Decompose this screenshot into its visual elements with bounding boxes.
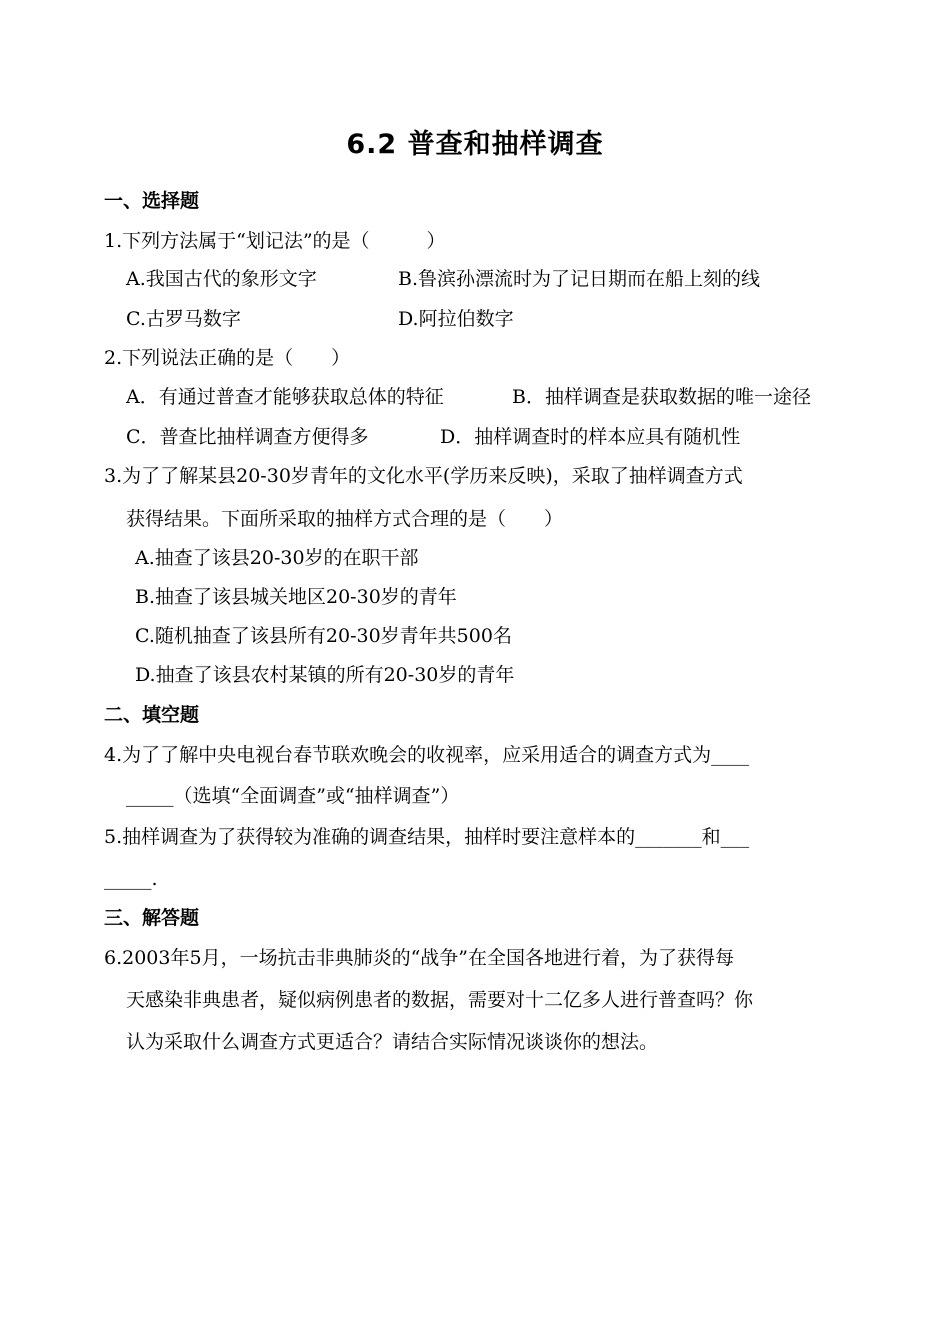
question-6-line2: 天感染非典患者，疑似病例患者的数据，需要对十二亿多人进行普查吗？你 — [126, 989, 754, 1011]
question-2-option-c: C．普查比抽样调查方便得多 — [126, 426, 369, 448]
question-1-option-b: B.鲁滨孙漂流时为了记日期而在船上刻的线 — [398, 268, 761, 290]
question-3-option-b: B.抽查了该县城关地区20-30岁的青年 — [135, 586, 457, 608]
question-3-stem-line1: 3.为了了解某县20-30岁青年的文化水平(学历来反映)，采取了抽样调查方式 — [104, 465, 743, 487]
question-2-option-d: D．抽样调查时的样本应具有随机性 — [440, 426, 741, 448]
question-2-option-b: B．抽样调查是获取数据的唯一途径 — [512, 386, 811, 408]
question-1-option-a: A.我国古代的象形文字 — [126, 268, 317, 290]
question-6-line3: 认为采取什么调查方式更适合？请结合实际情况谈谈你的想法。 — [126, 1031, 659, 1053]
question-6-line1: 6.2003年5月，一场抗击非典肺炎的“战争”在全国各地进行着，为了获得每 — [104, 947, 734, 969]
section-heading-choice: 一、选择题 — [104, 190, 200, 212]
question-3-stem-line2: 获得结果。下面所采取的抽样方式合理的是（ ） — [126, 508, 564, 530]
page-title: 6.2 普查和抽样调查 — [346, 129, 604, 160]
question-1-option-c: C.古罗马数字 — [126, 308, 241, 330]
question-2-option-a: A．有通过普查才能够获取总体的特征 — [126, 386, 444, 408]
question-4-line1: 4.为了了解中央电视台春节联欢晚会的收视率，应采用适合的调查方式为____ — [104, 744, 750, 766]
question-1-option-d: D.阿拉伯数字 — [398, 308, 514, 330]
question-2-stem: 2.下列说法正确的是（ ） — [104, 347, 351, 369]
question-3-option-a: A.抽查了该县20-30岁的在职干部 — [135, 547, 419, 569]
question-4-line2: _____（选填“全面调查”或“抽样调查”） — [126, 785, 460, 807]
section-heading-fill: 二、填空题 — [104, 704, 200, 726]
question-3-option-d: D.抽查了该县农村某镇的所有20-30岁的青年 — [135, 664, 515, 686]
question-1-stem: 1.下列方法属于“划记法”的是（ ） — [104, 230, 446, 252]
section-heading-answer: 三、解答题 — [104, 907, 200, 929]
question-5-line1: 5.抽样调查为了获得较为准确的调查结果，抽样时要注意样本的_______和___ — [104, 826, 750, 848]
question-5-line2: _____. — [104, 868, 158, 890]
question-3-option-c: C.随机抽查了该县所有20-30岁青年共500名 — [135, 625, 512, 647]
